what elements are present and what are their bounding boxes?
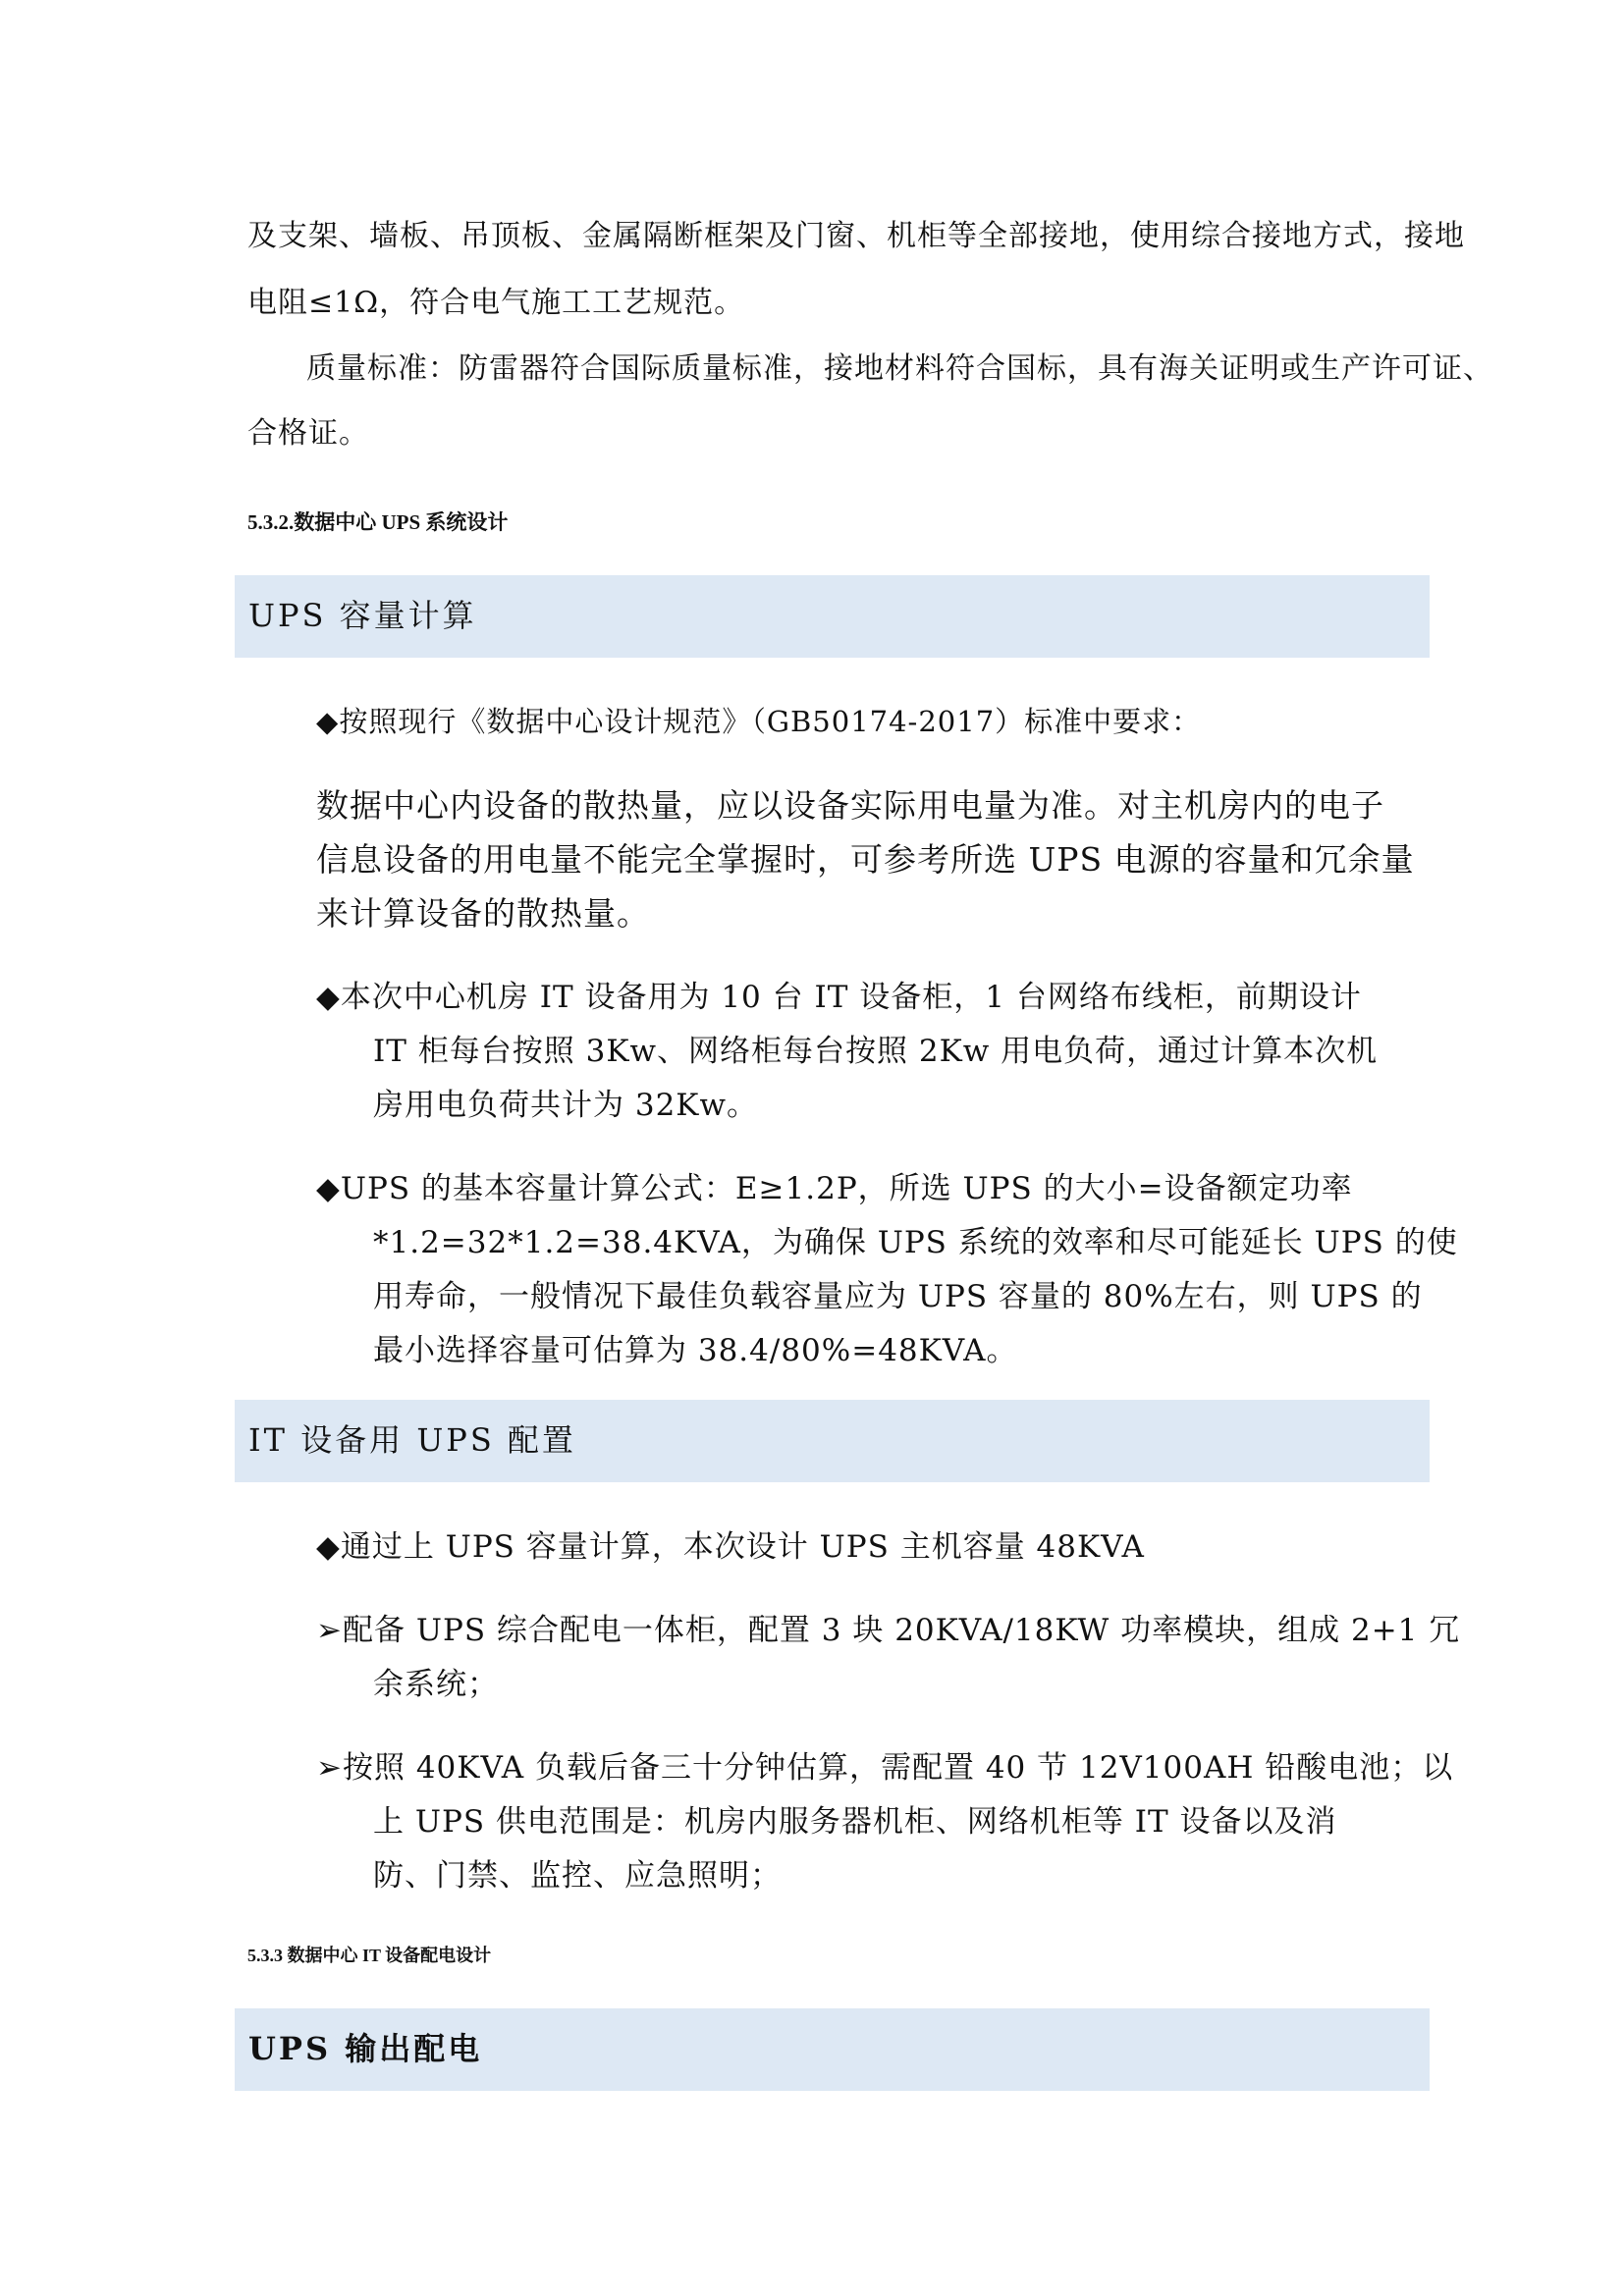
bullet-text: 通过上 UPS 容量计算，本次设计 UPS 主机容量 48KVA <box>340 1529 1145 1565</box>
section-heading-5-3-2: 5.3.2.数据中心 UPS 系统设计 <box>247 510 509 534</box>
config-bullet-1 <box>316 1522 1145 1566</box>
capacity-bullet-3-line-4: 最小选择容量可估算为 38.4/80%=48KVA。 <box>373 1333 1018 1368</box>
diamond-bullet-icon: ◆ <box>316 705 340 738</box>
bullet-text: 按照现行《数据中心设计规范》（GB50174-2017）标准中要求： <box>339 705 1202 738</box>
section-band-ups-capacity <box>235 575 1430 658</box>
config-bullet-3-line-3: 防、门禁、监控、应急照明； <box>373 1858 782 1894</box>
capacity-paragraph-line-3: 来计算设备的散热量。 <box>316 894 650 933</box>
quality-standard-line-2: 合格证。 <box>247 416 369 451</box>
bullet-text: 本次中心机房 IT 设备用为 10 台 IT 设备柜，1 台网络布线柜，前期设计 <box>340 980 1362 1015</box>
capacity-bullet-1 <box>316 700 1201 740</box>
capacity-bullet-3-line-3: 用寿命，一般情况下最佳负载容量应为 UPS 容量的 80%左右，则 UPS 的 <box>373 1279 1423 1314</box>
band-title: UPS 容量计算 <box>248 597 477 634</box>
capacity-bullet-3-line-1 <box>316 1163 1353 1207</box>
section-heading-5-3-3: 5.3.3 数据中心 IT 设备配电设计 <box>247 1946 492 1965</box>
band-title: IT 设备用 UPS 配置 <box>248 1421 576 1459</box>
intro-line-1: 及支架、墙板、吊顶板、金属隔断框架及门窗、机柜等全部接地，使用综合接地方式，接地 <box>247 219 1465 253</box>
config-bullet-2-line-1 <box>316 1605 1460 1649</box>
arrow-bullet-icon: ➢ <box>316 1750 343 1786</box>
quality-standard-line: 质量标准：防雷器符合国际质量标准，接地材料符合国标，具有海关证明或生产许可证、 <box>306 351 1493 386</box>
section-band-ups-output <box>235 2008 1430 2091</box>
capacity-paragraph-line-2: 信息设备的用电量不能完全掌握时，可参考所选 UPS 电源的容量和冗余量 <box>316 840 1415 879</box>
capacity-bullet-2-line-3: 房用电负荷共计为 32Kw。 <box>373 1088 758 1123</box>
band-title: UPS 输出配电 <box>248 2030 483 2067</box>
capacity-bullet-3-line-2: *1.2=32*1.2=38.4KVA，为确保 UPS 系统的效率和尽可能延长 UPS 的使 <box>373 1225 1458 1260</box>
diamond-bullet-icon: ◆ <box>316 980 341 1015</box>
diamond-bullet-icon: ◆ <box>316 1529 341 1565</box>
bullet-text: 按照 40KVA 负载后备三十分钟估算，需配置 40 节 12V100AH 铅酸电池；以 <box>342 1750 1454 1786</box>
arrow-bullet-icon: ➢ <box>316 1613 343 1648</box>
bullet-text: UPS 的基本容量计算公式：E≥1.2P，所选 UPS 的大小=设备额定功率 <box>340 1171 1353 1206</box>
config-bullet-2-line-2: 余系统； <box>373 1667 499 1702</box>
config-bullet-3-line-1 <box>316 1742 1453 1787</box>
capacity-bullet-2-line-1 <box>316 972 1362 1016</box>
section-band-ups-config <box>235 1400 1430 1482</box>
bullet-text: 配备 UPS 综合配电一体柜，配置 3 块 20KVA/18KW 功率模块，组成 2+1 冗 <box>342 1613 1461 1648</box>
diamond-bullet-icon: ◆ <box>316 1171 341 1206</box>
intro-line-2: 电阻≤1Ω，符合电气施工工艺规范。 <box>247 286 745 320</box>
capacity-bullet-2-line-2: IT 柜每台按照 3Kw、网络柜每台按照 2Kw 用电负荷，通过计算本次机 <box>373 1034 1379 1069</box>
config-bullet-3-line-2: 上 UPS 供电范围是：机房内服务器机柜、网络机柜等 IT 设备以及消 <box>373 1804 1337 1840</box>
capacity-paragraph-line-1: 数据中心内设备的散热量，应以设备实际用电量为准。对主机房内的电子 <box>316 786 1384 825</box>
